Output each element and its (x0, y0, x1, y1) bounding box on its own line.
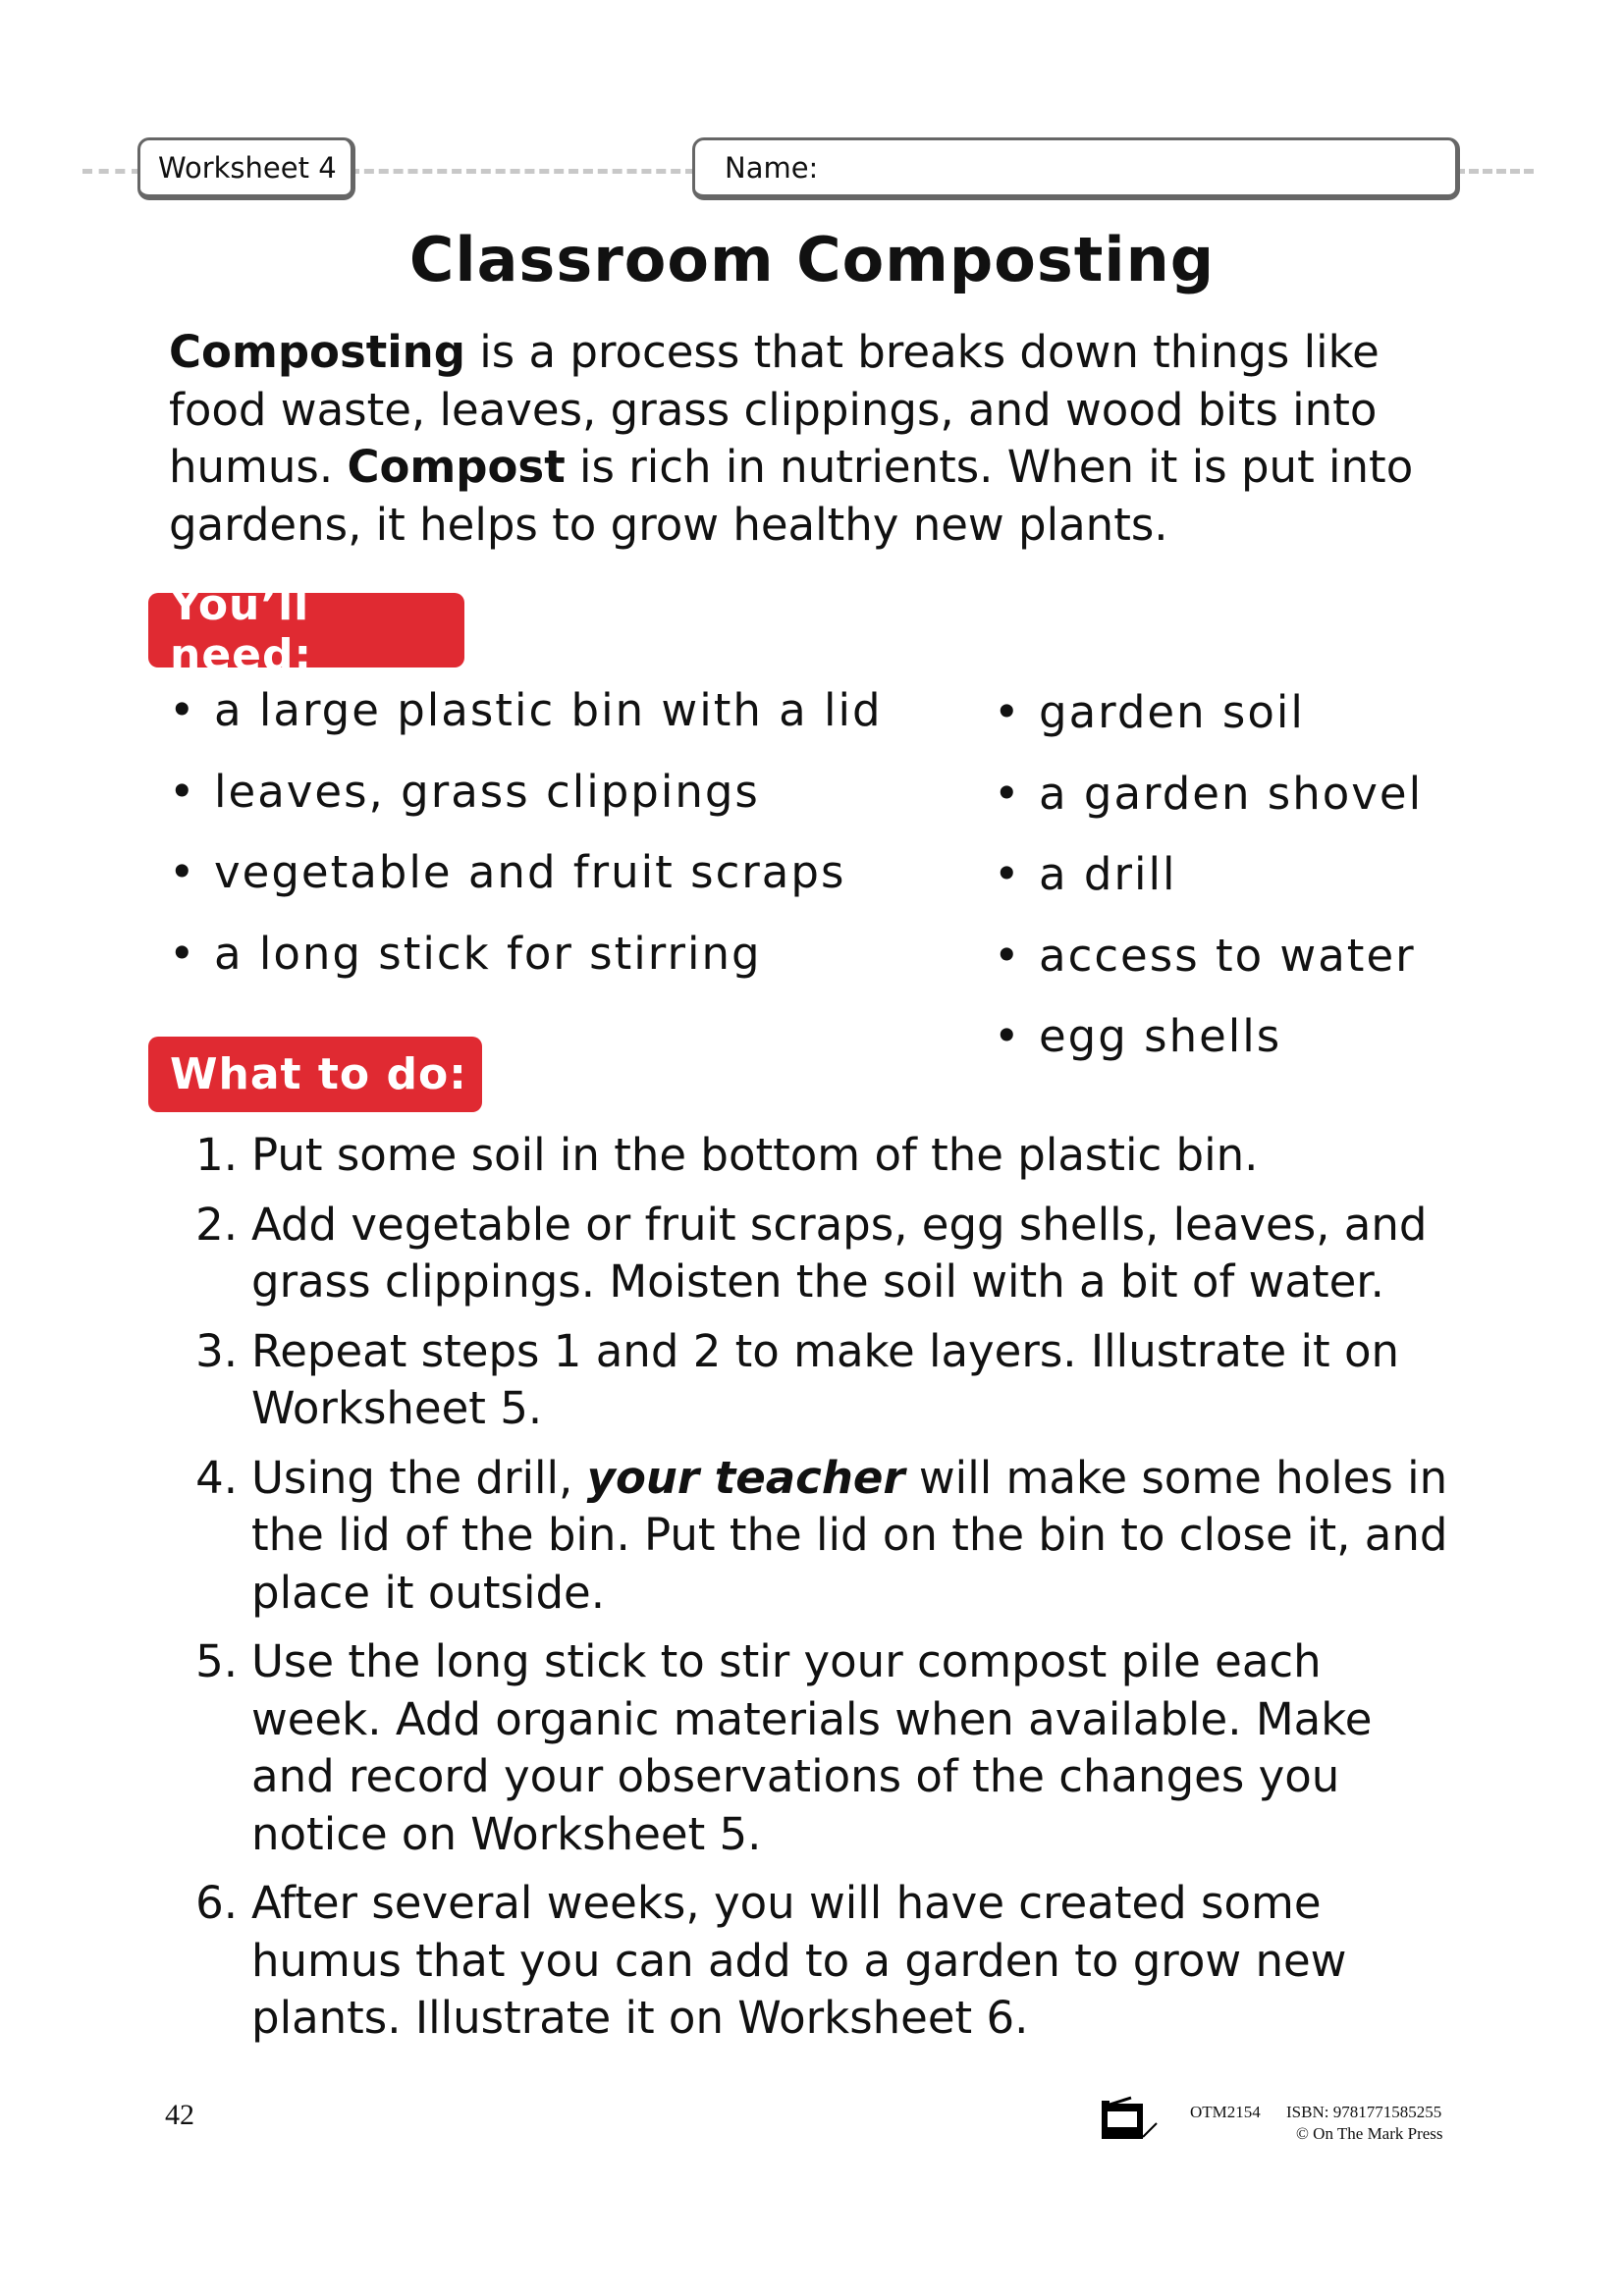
page-title: Classroom Composting (408, 224, 1216, 295)
step-number: 6. (195, 1877, 238, 1929)
needs-list-right (994, 686, 1423, 1092)
emphasis-your-teacher: your teacher (586, 1451, 905, 1504)
intro-text-2: is rich in nutrients. When it is put into gardens, it helps to grow healthy new plants. (169, 441, 1414, 551)
list-item: • leaves, grass clippings (169, 766, 883, 847)
step-number: 1. (195, 1129, 238, 1181)
step-number: 4. (195, 1451, 238, 1504)
steps-list (169, 1127, 1465, 2059)
intro-text-1: is a process that breaks down things like food waste, leaves, grass clippings, and wood bits into humus. (169, 326, 1380, 493)
step-text-post: will make some holes in the lid of the bin. Put the lid on the bin to close it, and place it outside. (251, 1451, 1448, 1619)
name-field[interactable] (692, 137, 1460, 200)
step-number: 3. (195, 1324, 238, 1377)
step-item (169, 1450, 1465, 1623)
step-item (169, 1875, 1465, 2048)
step-text: Add vegetable or fruit scraps, egg shells, leaves, and grass clippings. Moisten the soil with a bit of water. (251, 1198, 1428, 1308)
header-dash-middle (350, 169, 695, 174)
step-text: Use the long stick to stir your compost pile each week. Add organic materials when available. Make and record your observations of the changes you notice on Worksheet 5. (251, 1635, 1373, 1860)
list-item: • a garden shovel (994, 768, 1423, 849)
step-item (169, 1633, 1465, 1863)
worksheet-label (137, 137, 355, 200)
step-item (169, 1127, 1465, 1185)
step-item (169, 1197, 1465, 1311)
step-text: Repeat steps 1 and 2 to make layers. Illustrate it on Worksheet 5. (251, 1324, 1400, 1434)
list-item: • vegetable and fruit scraps (169, 846, 883, 928)
term-composting: Composting (169, 326, 465, 378)
page-number: 42 (165, 2099, 194, 2131)
list-item: • a drill (994, 848, 1423, 930)
copyright: © On The Mark Press (1296, 2124, 1443, 2143)
youll-need-heading-text: You’ll need: (170, 580, 313, 680)
product-code: OTM2154 (1190, 2103, 1261, 2121)
list-item: • egg shells (994, 1010, 1423, 1092)
term-compost: Compost (347, 441, 566, 493)
list-item: • a large plastic bin with a lid (169, 684, 883, 766)
step-number: 5. (195, 1635, 238, 1687)
list-item: • access to water (994, 930, 1423, 1011)
header-dash-left (82, 169, 141, 174)
isbn: ISBN: 9781771585255 (1286, 2103, 1442, 2121)
youll-need-heading (148, 580, 464, 680)
step-number: 2. (195, 1198, 238, 1251)
step-text (238, 1450, 1465, 1623)
worksheet-label-text: Worksheet 4 (158, 150, 337, 185)
step-text: After several weeks, you will have created some humus that you can add to a garden to grow new plants. Illustrate it on Worksheet 6. (251, 1877, 1347, 2044)
needs-list-left (169, 684, 883, 1008)
step-text: Put some soil in the bottom of the plastic bin. (251, 1129, 1259, 1181)
what-to-do-heading-text: What to do: (170, 1049, 467, 1099)
what-to-do-heading (148, 1037, 482, 1112)
step-text-pre: Using the drill, (251, 1451, 587, 1504)
list-item: • garden soil (994, 686, 1423, 768)
header-dash-right (1455, 169, 1534, 174)
publisher-logo-icon (1102, 2096, 1180, 2140)
step-item (169, 1323, 1465, 1438)
intro-paragraph (169, 324, 1445, 554)
list-item: • a long stick for stirring (169, 928, 883, 1009)
name-label: Name: (725, 150, 819, 185)
